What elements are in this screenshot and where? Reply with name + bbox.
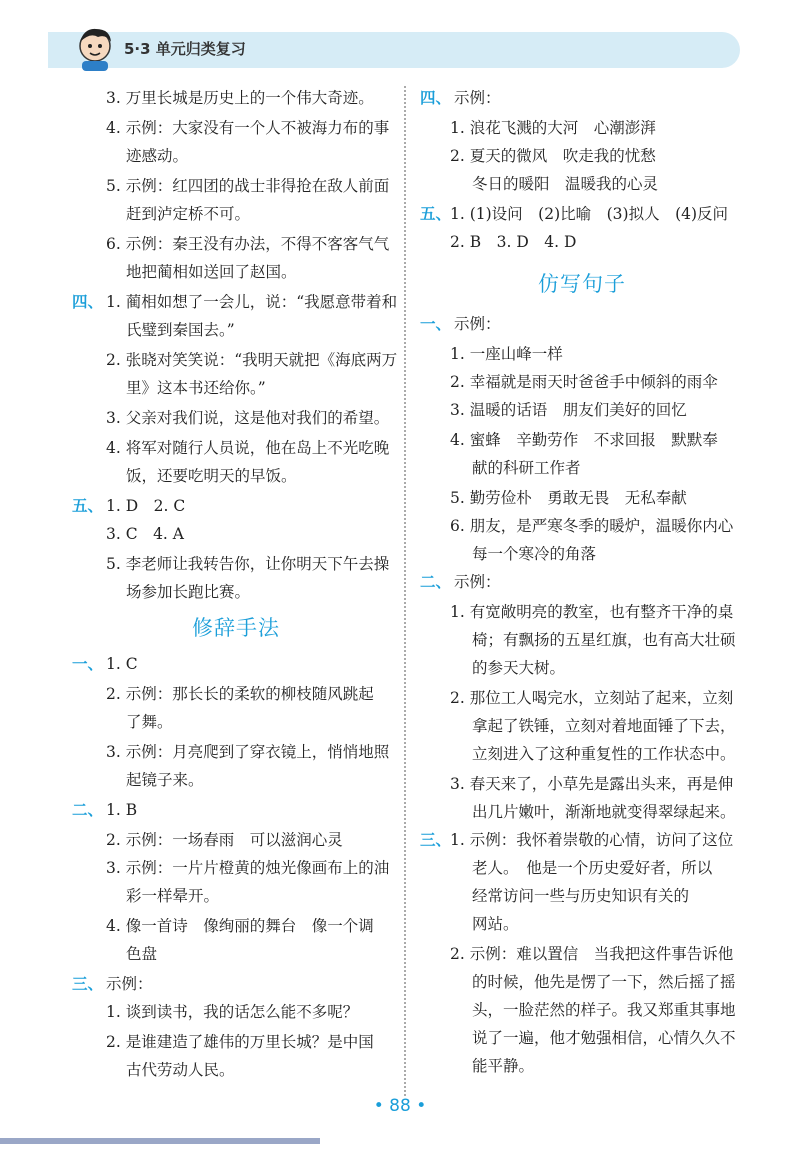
- answer-line: 3. 示例：月亮爬到了穿衣镜上，悄悄地照: [106, 743, 390, 761]
- answer-line: 4. 将军对随行人员说，他在岛上不光吃晚: [106, 439, 390, 457]
- answer-line: 3. 春天来了，小草先是露出头来，再是伸: [450, 775, 734, 793]
- answer-line: 示例：: [454, 573, 501, 591]
- answer-line: 拿起了铁锤，立刻对着地面锤了下去，: [472, 717, 736, 735]
- answer-line: 4. 像一首诗 像绚丽的舞台 像一个调: [106, 917, 374, 935]
- answer-line: 5. 勤劳俭朴 勇敢无畏 无私奉献: [450, 489, 687, 507]
- answer-line: 1. 一座山峰一样: [450, 345, 563, 363]
- answer-line: 5. 李老师让我转告你，让你明天下午去操: [106, 555, 390, 573]
- answer-line: 1. 有宽敞明亮的教室，也有整齐干净的桌: [450, 603, 734, 621]
- answer-line: 示例：: [454, 89, 501, 107]
- answer-line: 1. 谈到读书，我的话怎么能不多呢？: [106, 1003, 359, 1021]
- answer-line: 1. 蔺相如想了一会儿，说：“我愿意带着和: [106, 293, 398, 311]
- section-label: 三、: [420, 831, 452, 849]
- answer-line: 1. B: [106, 801, 138, 819]
- answer-line: 迹感动。: [126, 147, 189, 165]
- section-label: 四、: [72, 293, 104, 311]
- answer-line: 立刻进入了这种重复性的工作状态中。: [472, 745, 736, 763]
- answer-line: 2. B 3. D 4. D: [450, 233, 577, 251]
- answer-line: 每一个寒冷的角落: [472, 545, 597, 563]
- section-label: 五、: [420, 205, 452, 223]
- answer-line: 1. D 2. C: [106, 497, 186, 515]
- answer-line: 场参加长跑比赛。: [126, 583, 251, 601]
- answer-line: 饭，还要吃明天的早饭。: [126, 467, 297, 485]
- answer-line: 5. 示例：红四团的战士非得抢在敌人前面: [106, 177, 390, 195]
- answer-line: 2. 示例：一场春雨 可以滋润心灵: [106, 831, 343, 849]
- section-label: 五、: [72, 497, 104, 515]
- answer-line: 示例：: [106, 975, 153, 993]
- answer-line: 说了一遍，他才勉强相信，心情久久不: [472, 1029, 736, 1047]
- section-label: 一、: [420, 315, 452, 333]
- answer-line: 起镜子来。: [126, 771, 204, 789]
- section-label: 二、: [72, 801, 104, 819]
- answer-line: 里》这本书还给你。”: [126, 379, 266, 397]
- section-heading: 修辞手法: [192, 616, 280, 640]
- answer-line: 氏璧到秦国去。”: [126, 321, 235, 339]
- answer-line: 2. 张晓对笑笑说：“我明天就把《海底两万: [106, 351, 398, 369]
- answer-line: 4. 蜜蜂 辛勤劳作 不求回报 默默奉: [450, 431, 718, 449]
- answer-line: 椅；有飘扬的五星红旗，也有高大壮硕: [472, 631, 736, 649]
- section-label: 二、: [420, 573, 452, 591]
- answer-line: 彩一样晕开。: [126, 887, 220, 905]
- answer-line: 1. 示例：我怀着崇敬的心情，访问了这位: [450, 831, 734, 849]
- mascot-icon: [72, 24, 118, 72]
- answer-line: 2. 夏天的微风 吹走我的忧愁: [450, 147, 656, 165]
- answer-line: 冬日的暖阳 温暖我的心灵: [472, 175, 659, 193]
- answer-line: 3. 示例：一片片橙黄的烛光像画布上的油: [106, 859, 390, 877]
- column-divider: [404, 86, 406, 1096]
- answer-line: 的时候，他先是愣了一下，然后摇了摇: [472, 973, 736, 991]
- answer-line: 色盘: [126, 945, 158, 963]
- answer-line: 头，一脸茫然的样子。我又郑重其事地: [472, 1001, 736, 1019]
- answer-line: 2. 那位工人喝完水，立刻站了起来，立刻: [450, 689, 734, 707]
- answer-line: 1. (1)设问 (2)比喻 (3)拟人 (4)反问: [450, 205, 729, 223]
- answer-line: 献的科研工作者: [472, 459, 581, 477]
- answer-line: 古代劳动人民。: [126, 1061, 235, 1079]
- section-label: 一、: [72, 655, 104, 673]
- answer-line: 3. 温暖的话语 朋友们美好的回忆: [450, 401, 687, 419]
- answer-line: 1. 浪花飞溅的大河 心潮澎湃: [450, 119, 656, 137]
- section-label: 四、: [420, 89, 452, 107]
- answer-line: 老人。 他是一个历史爱好者，所以: [472, 859, 713, 877]
- answer-line: 网站。: [472, 915, 519, 933]
- answer-line: 1. C: [106, 655, 138, 673]
- answer-line: 2. 示例：那长长的柔软的柳枝随风跳起: [106, 685, 374, 703]
- answer-line: 6. 朋友，是严寒冬季的暖炉，温暖你内心: [450, 517, 734, 535]
- answer-line: 了舞。: [126, 713, 173, 731]
- answer-line: 2. 幸福就是雨天时爸爸手中倾斜的雨伞: [450, 373, 718, 391]
- answer-line: 4. 示例：大家没有一个人不被海力布的事: [106, 119, 390, 137]
- answer-line: 出几片嫩叶，渐渐地就变得翠绿起来。: [472, 803, 736, 821]
- bottom-strip: [0, 1138, 320, 1144]
- answer-line: 2. 示例：难以置信 当我把这件事告诉他: [450, 945, 734, 963]
- section-heading: 仿写句子: [538, 272, 626, 296]
- answer-line: 3. 万里长城是历史上的一个伟大奇迹。: [106, 89, 374, 107]
- answer-line: 示例：: [454, 315, 501, 333]
- answer-line: 赶到泸定桥不可。: [126, 205, 251, 223]
- answer-line: 3. C 4. A: [106, 525, 184, 543]
- header-title: 5·3 单元归类复习: [124, 40, 246, 58]
- answer-line: 能平静。: [472, 1057, 535, 1075]
- answer-line: 经常访问一些与历史知识有关的: [472, 887, 690, 905]
- page-number: • 88 •: [373, 1096, 427, 1116]
- answer-line: 2. 是谁建造了雄伟的万里长城？是中国: [106, 1033, 374, 1051]
- section-label: 三、: [72, 975, 104, 993]
- answer-line: 地把蔺相如送回了赵国。: [126, 263, 297, 281]
- answer-line: 6. 示例：秦王没有办法，不得不客客气气: [106, 235, 390, 253]
- answer-line: 3. 父亲对我们说，这是他对我们的希望。: [106, 409, 390, 427]
- answer-line: 的参天大树。: [472, 659, 566, 677]
